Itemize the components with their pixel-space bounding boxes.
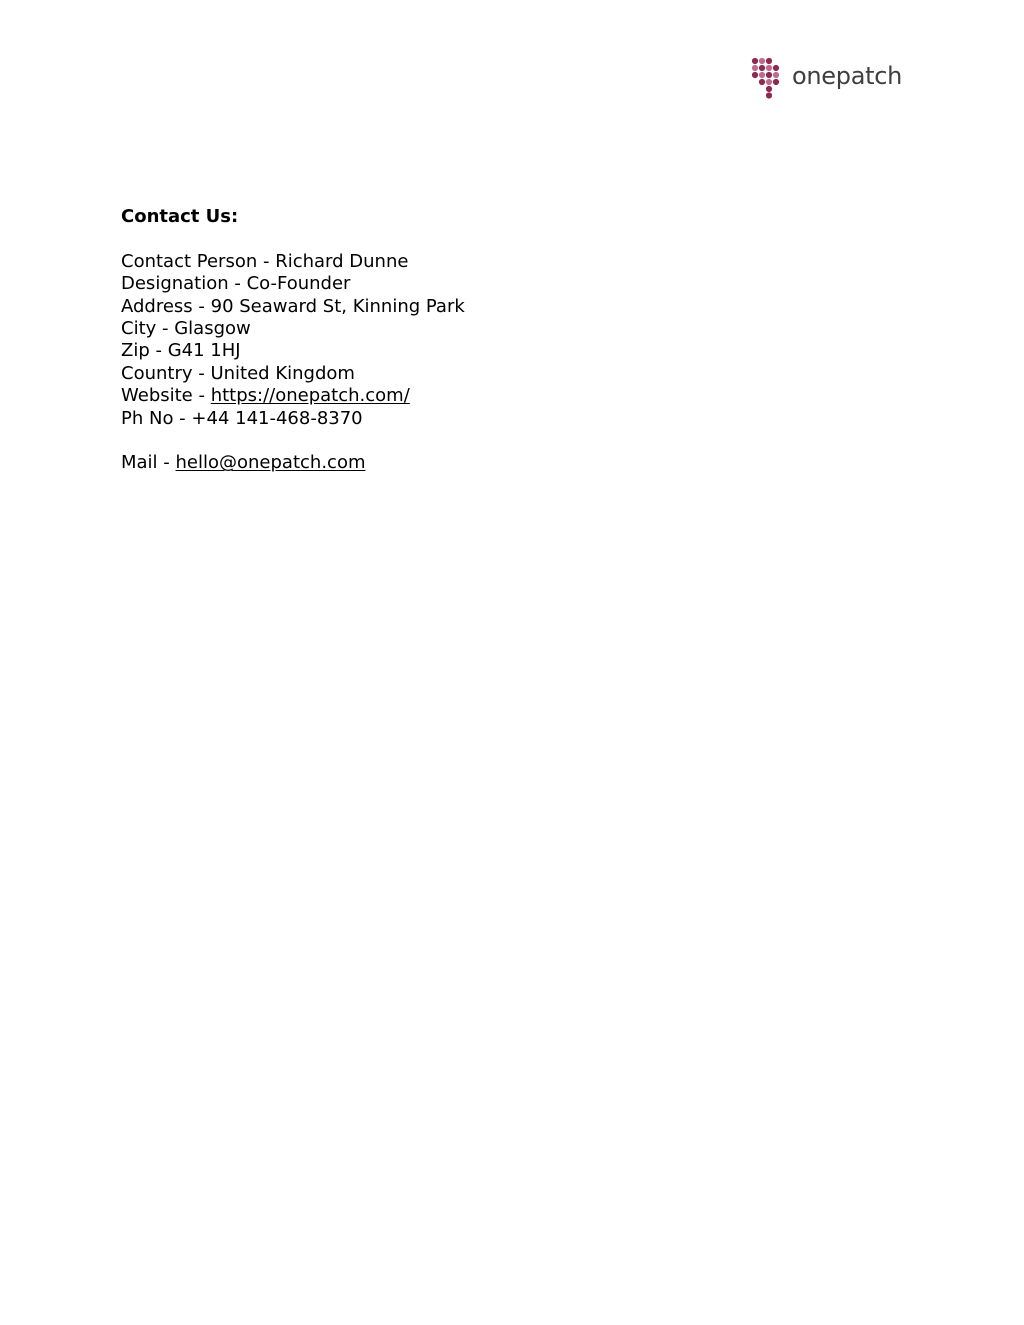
designation-value: Co-Founder: [246, 273, 351, 295]
website-line: [121, 385, 941, 407]
address-value: 90 Seaward St, Kinning Park: [210, 295, 465, 317]
logo-wordmark: onepatch: [792, 62, 903, 90]
website-link[interactable]: https://onepatch.com/: [210, 385, 410, 407]
spacer: [121, 228, 941, 250]
mail-line: [121, 452, 941, 474]
designation-line: [121, 273, 941, 295]
contact-person-line: [121, 251, 941, 273]
dot-grid-logo-icon: [751, 57, 791, 99]
city-label: City -: [121, 318, 175, 340]
mail-label: Mail -: [121, 452, 176, 474]
phone-value: +44 141-468-8370: [191, 407, 363, 429]
country-value: United Kingdom: [210, 362, 355, 384]
zip-line: [121, 340, 941, 362]
zip-label: Zip -: [121, 340, 168, 362]
contact-person-label: Contact Person -: [121, 250, 276, 272]
designation-label: Designation -: [121, 273, 247, 295]
country-line: [121, 363, 941, 385]
address-line: [121, 296, 941, 318]
email-link[interactable]: hello@onepatch.com: [175, 452, 366, 474]
phone-line: [121, 408, 941, 430]
onepatch-logo: [751, 56, 911, 100]
address-label: Address -: [121, 295, 211, 317]
contact-section: [121, 206, 941, 475]
zip-value: G41 1HJ: [167, 340, 241, 362]
phone-label: Ph No -: [121, 407, 192, 429]
spacer: [121, 430, 941, 452]
contact-person-value: Richard Dunne: [275, 250, 409, 272]
website-label: Website -: [121, 385, 211, 407]
contact-heading: Contact Us:: [121, 206, 239, 227]
country-label: Country -: [121, 362, 211, 384]
city-value: Glasgow: [174, 318, 251, 340]
city-line: [121, 318, 941, 340]
